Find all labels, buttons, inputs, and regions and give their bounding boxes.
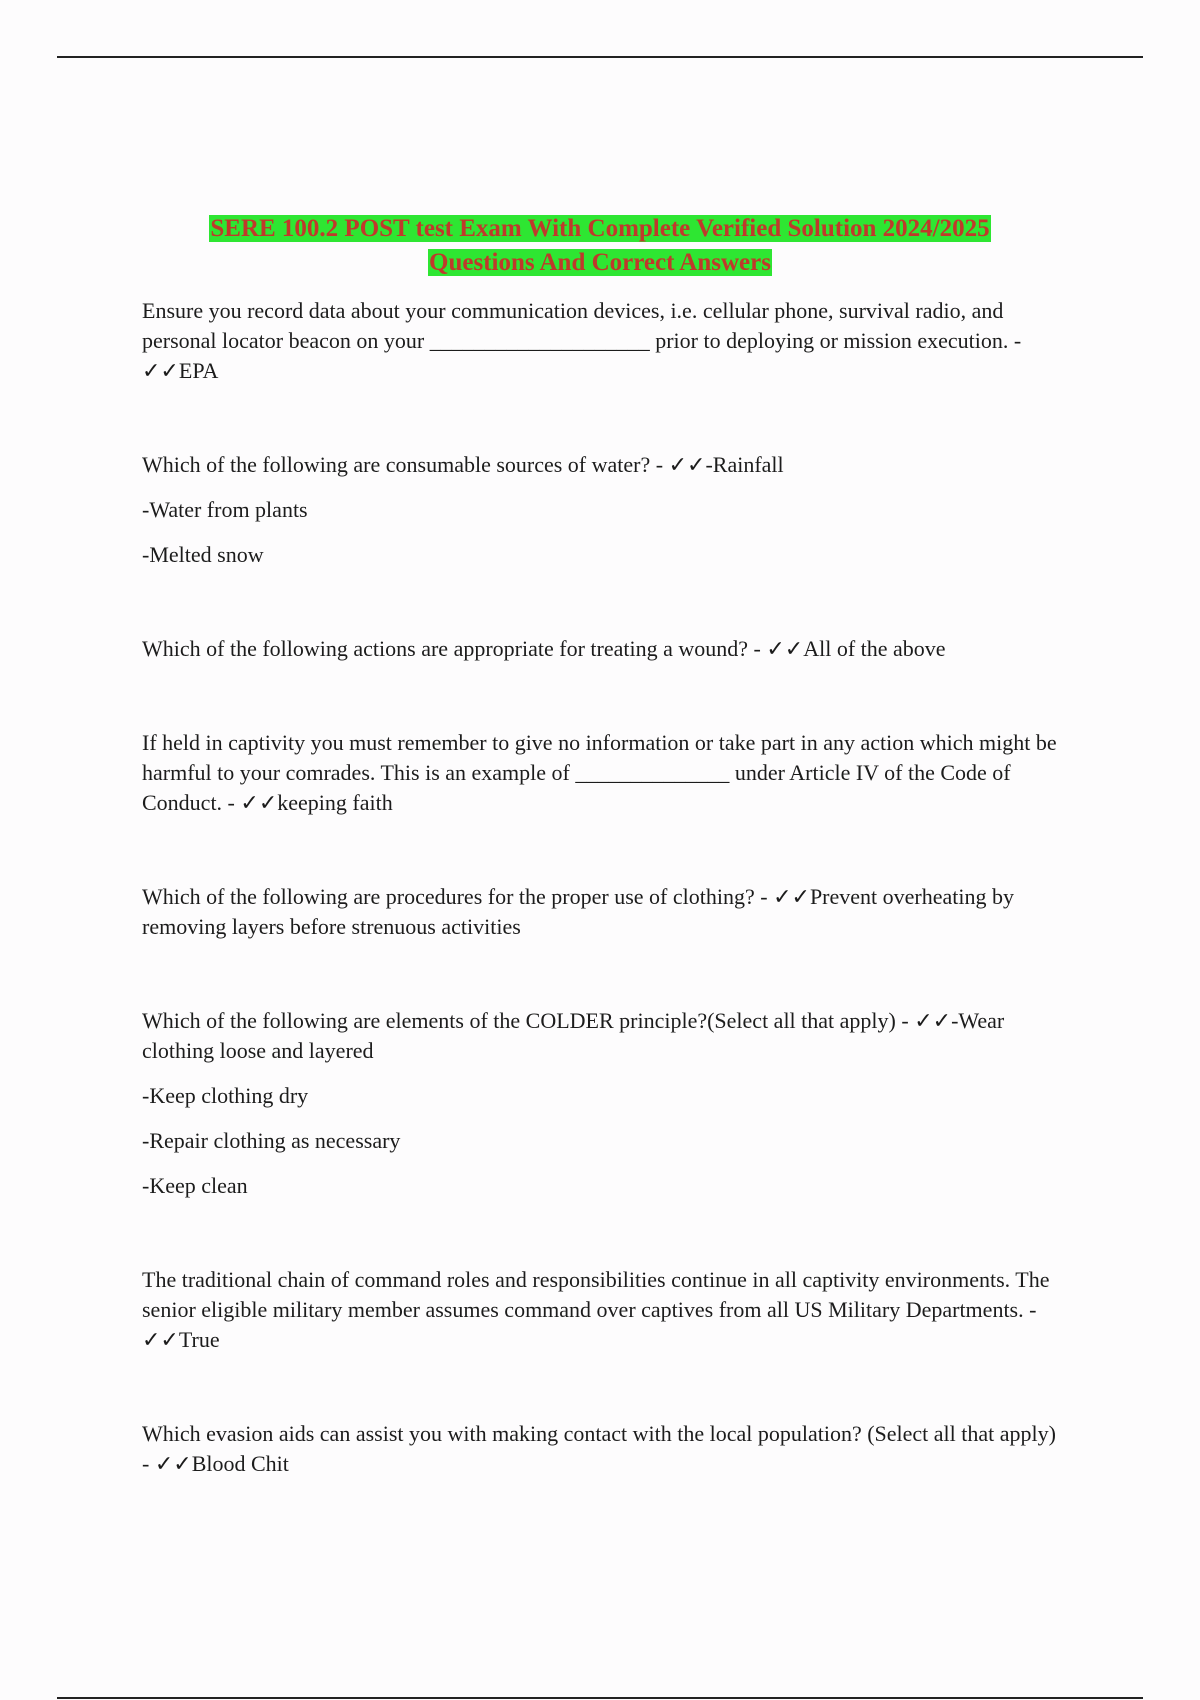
- qa-item: [142, 1006, 1062, 1201]
- question-text: Which of the following are elements of the COLDER principle?(Select all that apply) -: [142, 1008, 915, 1033]
- answer-text: Prevent overheating by removing layers before strenuous activities: [142, 884, 1014, 939]
- answer-text: -Rainfall: [705, 452, 784, 477]
- question-text: Ensure you record data about your communication devices, i.e. cellular phone, survival radio, and personal locator beacon on your ____________________ prior to deploying or mission execution. -: [142, 298, 1022, 353]
- qa-item: [142, 1419, 1062, 1479]
- checkmark-icon: ✓✓: [766, 636, 804, 661]
- question-text: Which of the following are consumable sources of water? -: [142, 452, 669, 477]
- answer-text: keeping faith: [277, 790, 393, 815]
- checkmark-icon: ✓✓: [773, 884, 810, 909]
- qa-question-line: [142, 450, 1062, 480]
- answer-text: EPA: [178, 358, 219, 383]
- question-text: Which of the following are procedures for the proper use of clothing? -: [142, 884, 774, 909]
- checkmark-icon: ✓✓: [668, 452, 706, 477]
- bottom-rule: [57, 1697, 1143, 1699]
- qa-list: [142, 296, 1062, 1543]
- qa-item: [142, 728, 1062, 818]
- checkmark-icon: ✓✓: [142, 1327, 179, 1352]
- answer-text: -Wear clothing loose and layered: [142, 1008, 1005, 1063]
- qa-question-line: [142, 1265, 1062, 1355]
- answer-option-line: -Keep clean: [142, 1173, 248, 1198]
- answer-text: Blood Chit: [191, 1451, 289, 1476]
- question-text: The traditional chain of command roles and responsibilities continue in all captivity environments. The senior eligible military member assumes command over captives from all US Military Departments. -: [142, 1267, 1050, 1322]
- answer-text: True: [178, 1327, 220, 1352]
- qa-question-line: [142, 1419, 1062, 1479]
- answer-option-line: -Repair clothing as necessary: [142, 1128, 401, 1153]
- checkmark-icon: ✓✓: [914, 1008, 952, 1033]
- checkmark-icon: ✓✓: [240, 790, 278, 815]
- question-text: If held in captivity you must remember to give no information or take part in any action which might be harmful to your comrades. This is an example of ______________ under Article IV of the Code of Conduct. -: [142, 730, 1057, 815]
- qa-item: [142, 450, 1062, 570]
- title-line-2: Questions And Correct Answers: [429, 249, 771, 276]
- answer-text: All of the above: [803, 636, 946, 661]
- document-title: [120, 212, 1080, 280]
- question-text: Which evasion aids can assist you with making contact with the local population? (Select all that apply) -: [142, 1421, 1056, 1476]
- qa-question-line: [142, 1006, 1062, 1066]
- title-line-1: SERE 100.2 POST test Exam With Complete Verified Solution 2024/2025: [210, 215, 990, 242]
- qa-question-line: [142, 634, 1062, 664]
- checkmark-icon: ✓✓: [154, 1451, 192, 1476]
- qa-question-line: [142, 728, 1062, 818]
- answer-option-line: -Keep clothing dry: [142, 1083, 309, 1108]
- qa-item: [142, 1265, 1062, 1355]
- checkmark-icon: ✓✓: [142, 358, 179, 383]
- qa-question-line: [142, 296, 1062, 386]
- answer-option-line: -Water from plants: [142, 497, 308, 522]
- qa-item: [142, 634, 1062, 664]
- qa-question-line: [142, 882, 1062, 942]
- top-rule: [57, 56, 1143, 58]
- question-text: Which of the following actions are appropriate for treating a wound? -: [142, 636, 767, 661]
- qa-item: [142, 296, 1062, 386]
- answer-option-line: -Melted snow: [142, 542, 264, 567]
- qa-item: [142, 882, 1062, 942]
